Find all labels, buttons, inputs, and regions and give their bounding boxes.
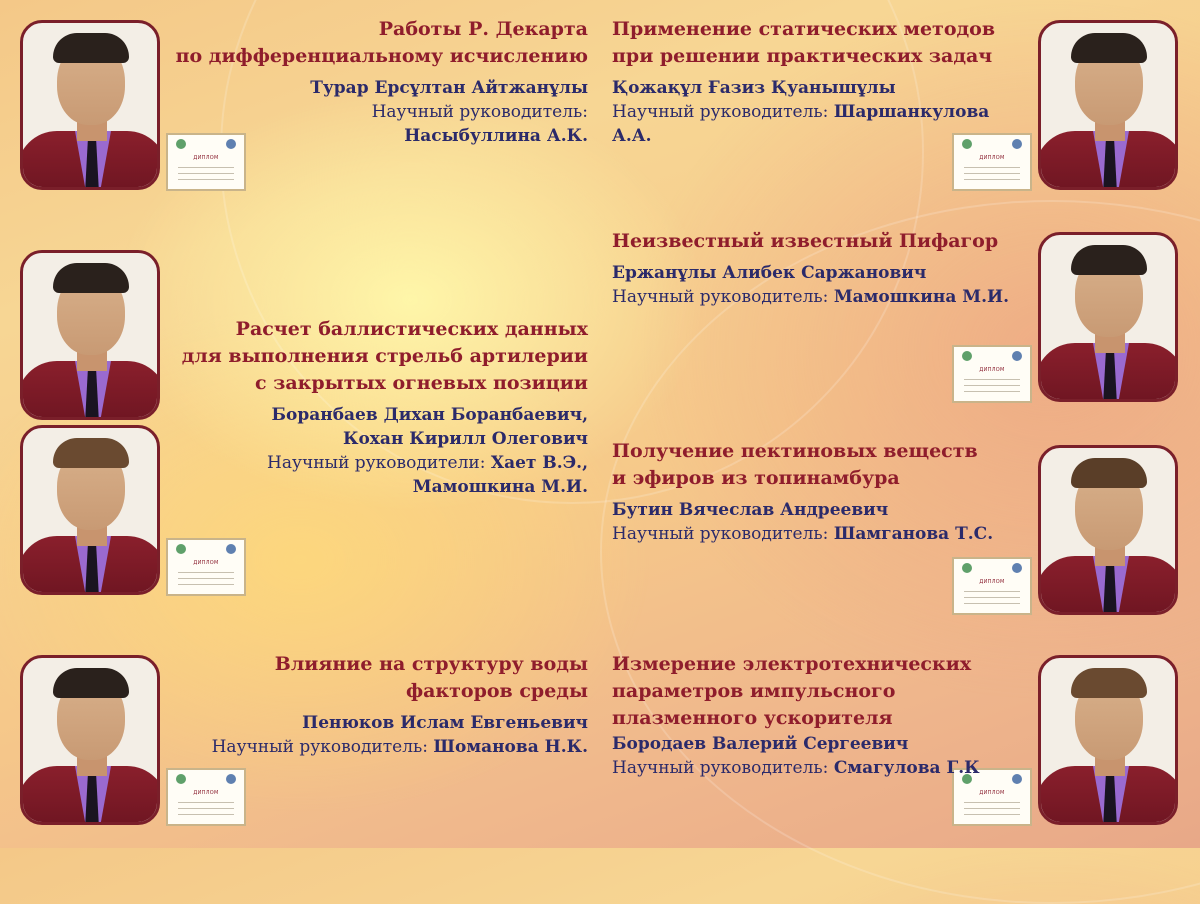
student-photo — [20, 250, 160, 420]
diploma-thumbnail: ДИПЛОМ — [166, 538, 246, 596]
project-title: Расчет баллистических данных — [235, 318, 588, 340]
supervisor-line: Научный руководители: Хает В.Э., — [267, 453, 588, 473]
supervisor-line: Научный руководитель: Шоманова Н.К. — [211, 737, 588, 757]
project-title: факторов среды — [405, 680, 588, 702]
supervisor-name: Насыбуллина А.К. — [404, 126, 588, 146]
supervisor-line: Научный руководитель: Мамошкина М.И. — [612, 287, 1010, 307]
student-name: Кохан Кирилл Олегович — [342, 429, 588, 449]
supervisor-label: Научный руководитель: — [371, 102, 588, 122]
project-title: Получение пектиновых веществ — [612, 440, 978, 462]
supervisor-name: Шоманова Н.К. — [433, 737, 588, 757]
project-block — [612, 16, 1032, 148]
student-name: Турар Ерсұлтан Айтжанұлы — [310, 78, 588, 98]
student-name: Боранбаев Дихан Боранбаевич, — [271, 405, 588, 425]
student-name: Пенюков Ислам Евгеньевич — [302, 713, 588, 733]
supervisor-line: Научный руководитель: Шаршанкулова А.А. — [612, 102, 990, 146]
supervisor-line: Научный руководитель: Смагулова Г.К — [612, 758, 980, 778]
diploma-thumbnail: ДИПЛОМ — [166, 133, 246, 191]
project-block — [158, 16, 588, 148]
supervisor-name: Мамошкина М.И. — [412, 477, 588, 497]
diploma-thumbnail: ДИПЛОМ — [952, 345, 1032, 403]
diploma-thumbnail: ДИПЛОМ — [952, 557, 1032, 615]
project-title: по дифференциальному исчислению — [175, 45, 588, 67]
diploma-thumbnail: ДИПЛОМ — [166, 768, 246, 826]
student-name: Қожақұл Ғазиз Қуанышұлы — [612, 78, 896, 98]
student-photo — [20, 425, 160, 595]
student-photo — [1038, 655, 1178, 825]
project-title: и эфиров из топинамбура — [612, 467, 900, 489]
supervisor-name: Шаршанкулова А.А. — [612, 102, 990, 146]
project-title: Измерение электротехнических — [612, 653, 972, 675]
supervisor-line: Научный руководитель: Шамганова Т.С. — [612, 524, 994, 544]
supervisor-name: Мамошкина М.И. — [833, 287, 1010, 307]
supervisor-name: Шамганова Т.С. — [833, 524, 994, 544]
student-photo — [20, 655, 160, 825]
student-name: Бородаев Валерий Сергеевич — [612, 734, 909, 754]
project-title: Применение статических методов — [612, 18, 996, 40]
project-title: параметров импульсного — [612, 680, 896, 702]
student-photo — [20, 20, 160, 190]
student-photo — [1038, 445, 1178, 615]
project-block — [612, 228, 1032, 309]
student-photo — [1038, 20, 1178, 190]
student-name: Ержанұлы Алибек Саржанович — [612, 263, 927, 283]
supervisor-name: Смагулова Г.К — [833, 758, 980, 778]
project-title: плазменного ускорителя — [612, 707, 893, 729]
supervisor-name: Хает В.Э., — [490, 453, 588, 473]
project-title: Влияние на структуру воды — [274, 653, 588, 675]
project-title: с закрытых огневых позиции — [255, 372, 588, 394]
project-block — [612, 651, 1032, 780]
project-title: Неизвестный известный Пифагор — [612, 230, 999, 252]
diploma-thumbnail: ДИПЛОМ — [952, 133, 1032, 191]
student-photo — [1038, 232, 1178, 402]
project-block — [612, 438, 1032, 546]
project-title: для выполнения стрельб артилерии — [181, 345, 588, 367]
project-block — [158, 316, 588, 499]
diploma-thumbnail: ДИПЛОМ — [952, 768, 1032, 826]
project-block — [158, 651, 588, 759]
student-name: Бутин Вячеслав Андреевич — [612, 500, 889, 520]
project-title: Работы Р. Декарта — [378, 18, 588, 40]
project-title: при решении практических задач — [612, 45, 993, 67]
